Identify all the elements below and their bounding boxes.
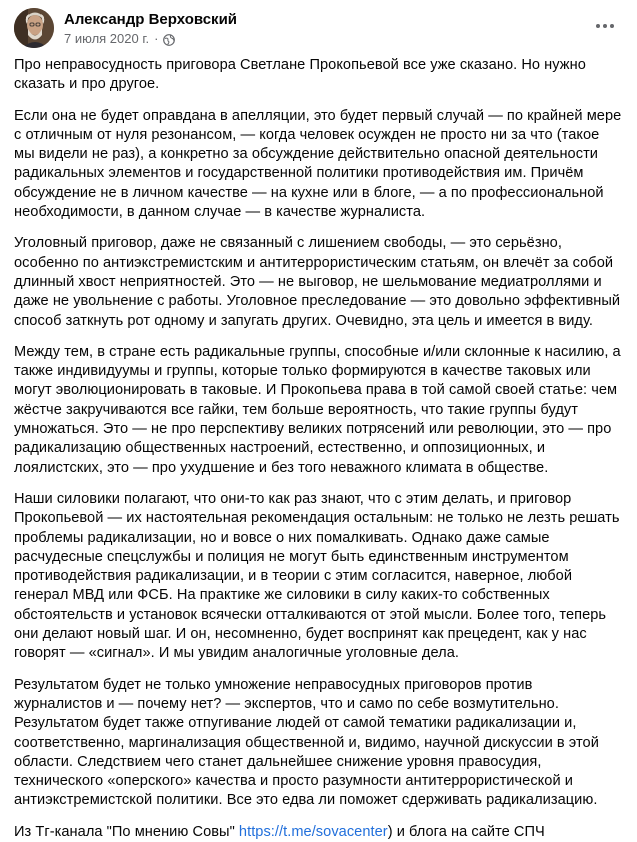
source-suffix: ) и блога на сайте СПЧ xyxy=(387,823,545,840)
author-avatar[interactable] xyxy=(14,8,54,48)
source-prefix: Из Тг-канала "По мнению Совы" xyxy=(14,823,239,840)
post-paragraph: Между тем, в стране есть радикальные группы, способные и/или склонные к насилию, а также индивидуумы и группы, которые только формируются в качестве таковых или могут эволюционировать в таковые. И Прокопьева права в той самой своей статье: чем жёстче закручиваются все гайки, тем больше вероятность, что такие группы будут умножаться. Это — не про перспективу великих потрясений или революции, это — про радикализацию общественных настроений, естественно, и оппозиционных, и лоялистских, это — про ухудшение и без того неважного климата в обществе. xyxy=(14,343,621,476)
post-body xyxy=(14,56,623,842)
post-date[interactable]: 7 июля 2020 г. xyxy=(64,31,150,46)
separator-dot: · xyxy=(154,31,159,46)
post-source-line xyxy=(14,823,623,842)
more-options-icon[interactable] xyxy=(589,14,621,38)
post-header xyxy=(14,8,623,54)
post-paragraph: Результатом будет не только умножение неправосудных приговоров против журналистов и — почему нет? — экспертов, что и само по себе возмутительно. Результатом будет также отпугивание людей от самой тематики радикализации и, соответственно, маргинализация общественной и, видимо, научной дискуссии в этой области. Следствием чего станет дальнейшее снижение уровня правосудия, технического «оперского» качества и просто разумности антитеррористической и антиэкстремистской политики. Все это едва ли поможет сдерживать радикализацию. xyxy=(14,676,599,809)
post-paragraph: Уголовный приговор, даже не связанный с лишением свободы, — это серьёзно, особенно по антиэкстремистским и антитеррористическим статьям, он влечёт за собой длинный хвост неприятностей. Это — не выговор, не шельмование медиатроллями и даже не увольнение с работы. Уголовное преследование — это довольно эффективный способ заткнуть рот одному и запугать других. Очевидно, эта цель и имеется в виду. xyxy=(14,235,621,329)
post-paragraph: Наши силовики полагают, что они-то как раз знают, что с этим делать, и приговор Прокопьевой — их настоятельная рекомендация остальным: не только не лезть решать проблемы радикализации, но и вовсе о них помалкивать. Однако даже самые расчудесные спецслужбы и полиция не могут быть единственным инструментом противодействия радикализации, и в теории с этим согласится, наверное, любой генерал МВД или ФСБ. На практике же силовики в силу каких-то собственных обстоятельств и установок всячески отталкиваются от этой мысли. Более того, теперь они делают новый шаг. И он, несомненно, будет воспринят как прецедент, как у нас говорят — «сигнал». И мы увидим аналогичные уголовные дела. xyxy=(14,490,620,662)
globe-icon[interactable] xyxy=(163,33,175,45)
author-name[interactable]: Александр Верховский xyxy=(64,11,238,28)
avatar-image xyxy=(14,8,54,48)
post-paragraph: Если она не будет оправдана в апелляции, это будет первый случай — по крайней мере с отличным от нуля резонансом, — когда человек осужден не просто ни за что (такое мы видели не раз), а конкретно за обсуждение действительно опасной деятельности радикальных элементов и государственной политики противодействия им. Причём обсуждение не в личном качестве — на кухне или в блоге, — а по профессиональной необходимости, в данном случае — в качестве журналиста. xyxy=(14,107,622,221)
source-link[interactable]: https://t.me/sovacenter xyxy=(238,823,388,840)
post-meta xyxy=(64,10,589,47)
post-subline xyxy=(64,30,589,47)
post-paragraph: Про неправосудность приговора Светлане Прокопьевой все уже сказано. Но нужно сказать и про другое. xyxy=(14,57,586,93)
